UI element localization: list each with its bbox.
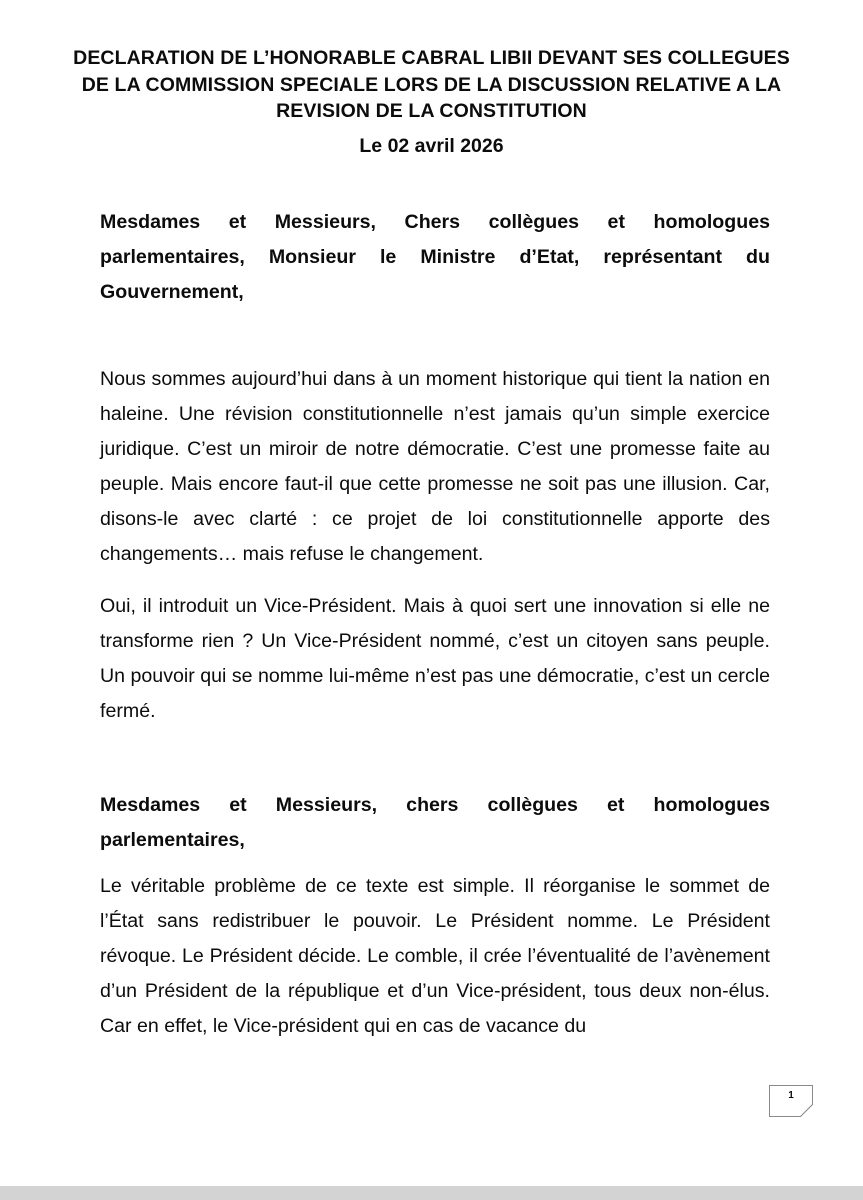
document-date: Le 02 avril 2026 [359, 135, 504, 157]
body-paragraph: Nous sommes aujourd’hui dans à un moment historique qui tient la nation en haleine. Une révision constitutionnelle n’est jamais qu’un simple exercice juridique. C’est un miroir de notre démocratie. C’est une promesse faite au peuple. Mais encore faut-il que cette promesse ne soit pas une illusion. Car, disons-le avec clarté : ce projet de loi constitutionnelle apporte des changements… mais refuse le changement. [100, 368, 770, 565]
body-paragraph: Oui, il introduit un Vice-Président. Mais à quoi sert une innovation si elle ne transforme rien ? Un Vice-Président nommé, c’est un citoyen sans peuple. Un pouvoir qui se nomme lui-même n’est pas une démocratie, c’est un cercle fermé. [100, 595, 770, 722]
page-fold-icon [798, 1104, 813, 1117]
page-number: 1 [788, 1090, 794, 1101]
document-title: DECLARATION DE L’HONORABLE CABRAL LIBII DEVANT SES COLLEGUES DE LA COMMISSION SPECIALE LORS DE LA DISCUSSION RELATIVE A LA REVISION DE LA CONSTITUTION [73, 47, 790, 122]
page-bottom-separator [0, 1186, 863, 1200]
salutation-paragraph: Mesdames et Messieurs, chers collègues et homologues parlementaires, [100, 794, 770, 851]
salutation-paragraph: Mesdames et Messieurs, Chers collègues et homologues parlementaires, Monsieur le Ministre d’Etat, représentant du Gouvernement, [100, 211, 770, 303]
body-paragraph: Le véritable problème de ce texte est simple. Il réorganise le sommet de l’État sans redistribuer le pouvoir. Le Président nomme. Le Président révoque. Le Président décide. Le comble, il crée l’éventualité de l’avènement d’un Président de la république et d’un Vice-président, tous deux non-élus. Car en effet, le Vice-président qui en cas de vacance du [100, 875, 770, 1037]
